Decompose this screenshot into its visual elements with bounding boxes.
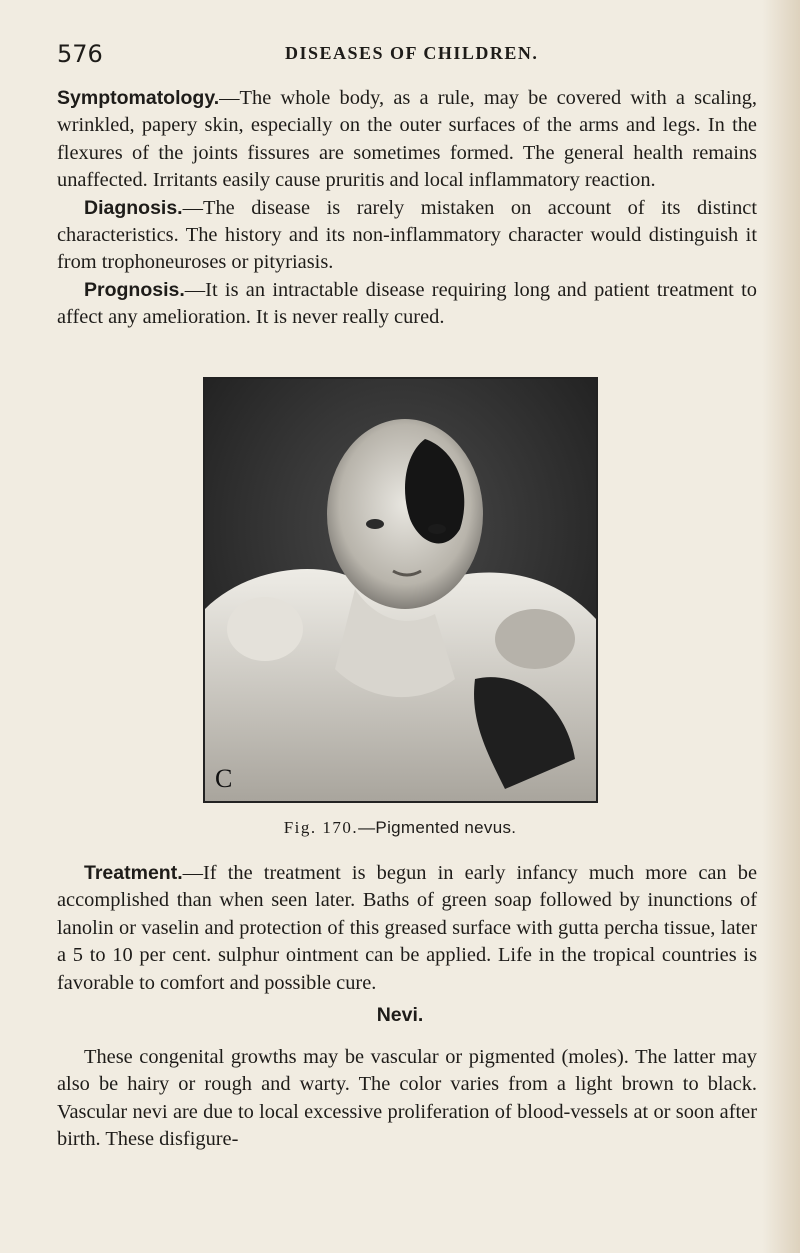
heading-diagnosis: Diagnosis. [84, 196, 183, 219]
page-number: 576 [57, 40, 103, 68]
section-block-nevi [57, 1044, 757, 1154]
figure-caption-text: —Pigmented nevus. [358, 818, 517, 837]
running-head [57, 40, 757, 74]
heading-treatment: Treatment. [84, 862, 183, 884]
figure-caption [0, 818, 800, 838]
section-block-top [57, 85, 757, 332]
figure-photograph [203, 377, 598, 803]
paragraph-nevi: These congenital growths may be vascular or pigmented (moles). The latter may also be hairy or rough and warty. The color varies from a light brown to black. Vascular nevi are due to local excessive proliferation of blood-vessels at or soon after birth. These disfigure- [57, 1046, 757, 1151]
paragraph-diagnosis [57, 195, 757, 277]
infant-eye-left [366, 519, 384, 529]
text-prognosis: —It is an intractable disease requiring long and patient treatment to affect any amelioration. It is never really cured. [57, 278, 757, 329]
infant-arm-right [495, 609, 575, 669]
running-title: DISEASES OF CHILDREN. [285, 43, 539, 63]
figure-label: Fig. 170. [283, 818, 359, 837]
infant-eye-right [428, 524, 446, 534]
photo-corner-mark: C [215, 764, 233, 793]
infant-photograph [205, 379, 596, 801]
text-symptomatology: —The whole body, as a rule, may be covered with a scaling, wrinkled, papery skin, especially on the outer surfaces of the arms and legs. In the flexures of the joints fissures are sometimes formed. The general health remains unaffected. Irritants easily cause pruritis and local inflammatory reaction. [57, 87, 757, 192]
heading-prognosis: Prognosis. [84, 278, 185, 301]
section-block-treatment [57, 860, 757, 997]
paragraph-treatment [57, 860, 757, 997]
text-treatment: —If the treatment is begun in early infancy much more can be accomplished than when seen later. Baths of green soap followed by inunctions of lanolin or vaselin and protection of this greased surface with gutta percha tissue, later a 5 to 10 per cent. sulphur ointment can be applied. Life in the tropical countries is favorable to comfort and possible cure. [57, 862, 757, 994]
paragraph-prognosis [57, 277, 757, 332]
page-edge-shadow [762, 0, 800, 1253]
paragraph-symptomatology [57, 85, 757, 195]
text-diagnosis: —The disease is rarely mistaken on account of its distinct characteristics. The history and its non-inflammatory character would distinguish it from trophoneuroses or pityriasis. [57, 196, 757, 274]
infant-arm [227, 597, 303, 661]
section-title-nevi: Nevi. [376, 1004, 424, 1026]
heading-symptomatology: Symptomatology. [57, 87, 220, 109]
